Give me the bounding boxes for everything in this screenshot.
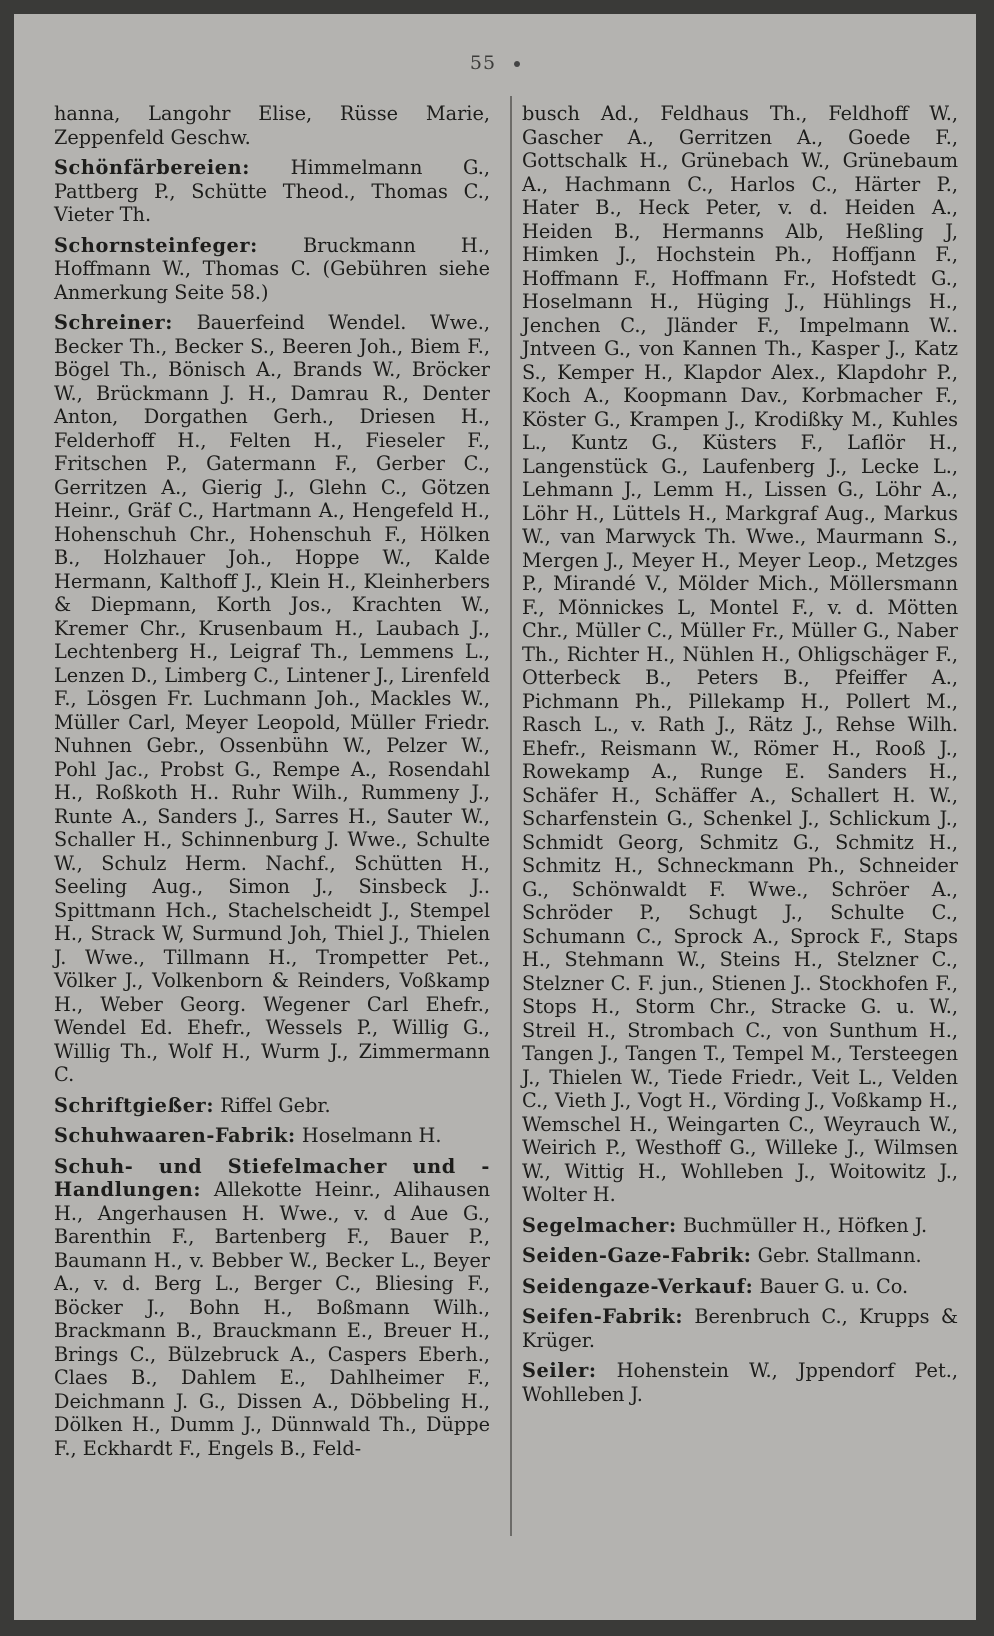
directory-entry — [522, 1244, 958, 1268]
trade-category: Segelmacher: — [522, 1213, 677, 1237]
trade-category: Schuh- und Stiefelmacher und -Handlungen: — [54, 1154, 490, 1201]
directory-entry — [54, 1124, 490, 1148]
trade-category: Seiler: — [522, 1359, 597, 1382]
trade-category: Seidengaze-Verkauf: — [522, 1274, 754, 1298]
trade-category: Schornsteinfeger: — [54, 233, 258, 257]
directory-entry — [522, 1275, 958, 1299]
directory-entry — [522, 102, 958, 1207]
directory-entry — [522, 1305, 958, 1352]
trade-category: Seiden-Gaze-Fabrik: — [522, 1244, 752, 1267]
trade-category: Schuhwaaren-Fabrik: — [54, 1124, 296, 1147]
entry-names: Hohenstein W., Jppendorf Pet., Wohlleben J. — [522, 1359, 958, 1406]
directory-entry — [54, 234, 490, 305]
directory-entry — [54, 311, 490, 1087]
directory-page — [14, 14, 976, 1620]
entry-names: Hoselmann H. — [301, 1124, 442, 1147]
directory-entry — [522, 1359, 958, 1406]
entry-names: hanna, Langohr Elise, Rüsse Marie, Zeppenfeld Geschw. — [54, 102, 490, 149]
page-number — [14, 52, 976, 74]
entry-names: Himmelmann G., Pattberg P., Schütte Theod., Thomas C., Vieter Th. — [54, 156, 490, 226]
trade-category: Schreiner: — [54, 311, 173, 334]
trade-category: Schönfärbereien: — [54, 156, 251, 179]
directory-entry — [54, 102, 490, 149]
entry-names: Buchmüller H., Höfken J. — [682, 1213, 928, 1237]
entry-names: Bruckmann H., Hoffmann W., Thomas C. (Gebühren siehe Anmerkung Seite 58.) — [54, 233, 490, 304]
entry-names: Gebr. Stallmann. — [757, 1244, 922, 1267]
entry-names: Riffel Gebr. — [220, 1093, 331, 1117]
ink-dot — [514, 61, 520, 67]
trade-category: Schriftgießer: — [54, 1093, 215, 1117]
entry-names: Berenbruch C., Krupps & Krüger. — [522, 1305, 958, 1352]
left-column — [54, 102, 490, 1460]
entry-names: Bauer G. u. Co. — [759, 1274, 909, 1298]
directory-entry — [522, 1214, 958, 1238]
directory-entry — [54, 1094, 490, 1118]
right-column — [522, 102, 958, 1406]
directory-entry — [54, 156, 490, 227]
entry-names: Allekotte Heinr., Alihausen H., Angerhausen H. Wwe., v. d Aue G., Barenthin F., Bartenberg F., Bauer P., Baumann H., v. Bebber W., Becker L., Beyer A., v. d. Berg L., Berger C., Bliesing F., Böcker J., Bohn H., Boßmann Wilh., Brackmann B., Brauckmann E., Breuer H., Brings C., Bülzebruck A., Caspers Eberh., Claes B., Dahlem E., Dahlheimer F., Deichmann J. G., Dissen A., Döbbeling H., Dölken H., Dumm J., Dünnwald Th., Düppe F., Eckhardt F., Engels B., Feld- — [54, 1178, 490, 1460]
entry-names: Bauerfeind Wendel. Wwe., Becker Th., Becker S., Beeren Joh., Biem F., Bögel Th., Bönisch A., Brands W., Bröcker W., Brückmann J. H., Damrau R., Denter Anton, Dorgathen Gerh., Driesen H., Felderhoff H., Felten H., Fieseler F., Fritschen P., Gatermann F., Gerber C., Gerritzen A., Gierig J., Glehn C., Götzen Heinr., Gräf C., Hartmann A., Hengefeld H., Hohenschuh Chr., Hohenschuh F., Hölken B., Holzhauer Joh., Hoppe W., Kalde Hermann, Kalthoff J., Klein H., Kleinherbers & Diepmann, Korth Jos., Krachten W., Kremer Chr., Krusenbaum H., Laubach J., Lechtenberg H., Leigraf Th., Lemmens L., Lenzen D., Limberg C., Lintener J., Lirenfeld F., Lösgen Fr. Luchmann Joh., Mackles W., Müller Carl, Meyer Leopold, Müller Friedr. Nuhnen Gebr., Ossenbühn W., Pelzer W., Pohl Jac., Probst G., Rempe A., Rosendahl H., Roßkoth H.. Ruhr Wilh., Rummeny J., Runte A., Sanders J., Sarres H., Sauter W., Schaller H., Schinnenburg J. Wwe., Schulte W., Schulz Herm. Nachf., Schütten H., Seeling Aug., Simon J., Sinsbeck J.. Spittmann Hch., Stachelscheidt J., Stempel H., Strack W, Surmund Joh, Thiel J., Thielen J. Wwe., Tillmann H., Trompetter Pet., Völker J., Volkenborn & Reinders, Voßkamp H., Weber Georg. Wegener Carl Ehefr., Wendel Ed. Ehefr., Wessels P., Willig G., Willig Th., Wolf H., Wurm J., Zimmermann C. — [54, 311, 490, 1086]
column-divider — [510, 96, 512, 1536]
entry-names: busch Ad., Feldhaus Th., Feldhoff W., Gascher A., Gerritzen A., Goede F., Gottschalk H., Grünebach W., Grünebaum A., Hachmann C., Harlos C., Härter P., Hater B., Heck Peter, v. d. Heiden A., Heiden B., Hermanns Alb, Heßling J, Himken J., Hochstein Ph., Hoffjann F., Hoffmann F., Hoffmann Fr., Hofstedt G., Hoselmann H., Hüging J., Hühlings H., Jenchen C., Jländer F., Impelmann W.. Jntveen G., von Kannen Th., Kasper J., Katz S., Kemper H., Klapdor Alex., Klapdohr P., Koch A., Koopmann Dav., Korbmacher F., Köster G., Krampen J., Krodißky M., Kuhles L., Kuntz G., Küsters F., Laflör H., Langenstück G., Laufenberg J., Lecke L., Lehmann J., Lemm H., Lissen G., Löhr A., Löhr H., Lüttels H., Markgraf Aug., Markus W., van Marwyck Th. Wwe., Maurmann S., Mergen J., Meyer H., Meyer Leop., Metzges P., Mirandé V., Mölder Mich., Möllersmann F., Mönnickes L, Montel F., v. d. Mötten Chr., Müller C., Müller Fr., Müller G., Naber Th., Richter H., Nühlen H., Ohligschäger F., Otterbeck B., Peters B., Pfeiffer A., Pichmann Ph., Pillekamp H., Pollert M., Rasch L., v. Rath J., Rätz J., Rehse Wilh. Ehefr., Reismann W., Römer H., Rooß J., Rowekamp A., Runge E. Sanders H., Schäfer H., Schäffer A., Schallert H. W., Scharfenstein G., Schenkel J., Schlickum J., Schmidt Georg, Schmitz G., Schmitz H., Schmitz H., Schneckmann Ph., Schneider G., Schönwaldt F. Wwe., Schröer A., Schröder P., Schugt J., Schulte C., Schumann C., Sprock A., Sprock F., Staps H., Stehmann W., Steins H., Stelzner C., Stelzner C. F. jun., Stienen J.. Stockhofen F., Stops H., Storm Chr., Stracke G. u. W., Streil H., Strombach C., von Sunthum H., Tangen J., Tangen T., Tempel M., Tersteegen J., Thielen W., Tiede Friedr., Veit L., Velden C., Vieth J., Vogt H., Vörding J., Voßkamp H., Wemschel H., Weingarten C., Weyrauch W., Weirich P., Westhoff G., Willeke J., Wilmsen W., Wittig H., Wohlleben J., Woitowitz J., Wolter H. — [522, 102, 958, 1206]
trade-category: Seifen-Fabrik: — [522, 1305, 684, 1328]
directory-entry — [54, 1155, 490, 1461]
page-number-text: 55 — [469, 52, 497, 74]
